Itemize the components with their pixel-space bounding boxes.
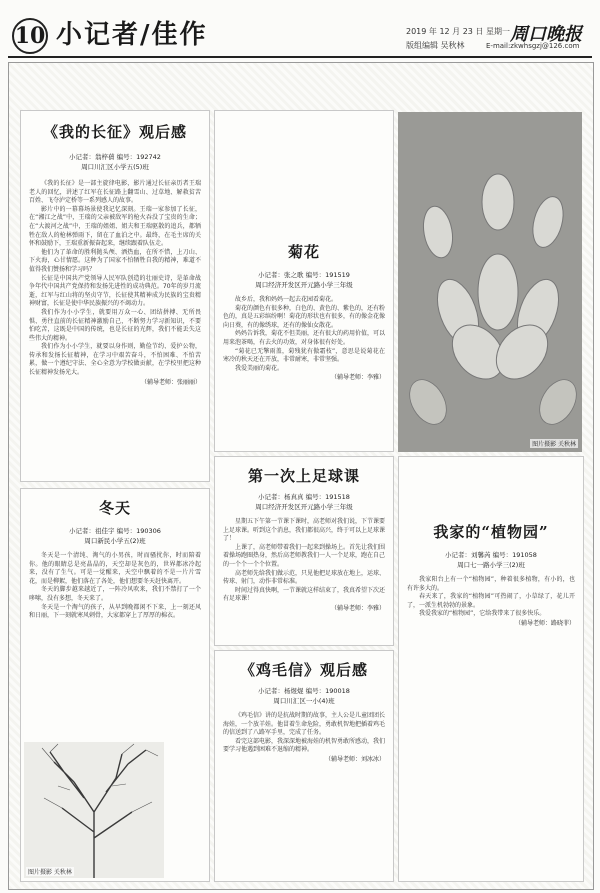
article-title: 菊花 xyxy=(287,243,320,261)
paragraph: 我们作为小小学生，就要用万众一心、团结拼搏、无所畏惧、勇往直前的长征精神激励自己，不断努力学习新知识，不要怕吃苦，这既是中国的传统，也是长征的光辉，我们不能丢失这些伟大的精神。 xyxy=(29,308,201,342)
article-tutor: （辅导老师：路晓菲） xyxy=(514,619,575,627)
paragraph: 他们为了革命的胜利抛头颅、洒热血，在所不惜，上刀山、下火海，心甘情愿。这种为了国家不怕牺牲自我的精神，难道不值得我们赞扬和学习吗？ xyxy=(29,248,201,273)
article-tutor: （辅导老师：李雅） xyxy=(330,374,385,382)
editor-line: 版组编辑 吴秋林 xyxy=(406,41,465,50)
paragraph: 菊花的颜色有很多种，白色的、黄色的、紫色的，还有粉色的，真是五彩缤纷啊！菊花的形状也有很多，有的像金花像向日葵，有的像绣球，还有的像仙女散花。 xyxy=(223,304,386,329)
paragraph: 上课了，高老师带着我们一起来到操场上。首先让我们围着操场跑圈热身，然后高老师教我们一人一个足球，跑在自己的一个个一个个位置。 xyxy=(223,543,386,568)
article-school: 周口川汇区一小(4)班 xyxy=(273,697,335,705)
article-tutor: （辅导老师：李雅） xyxy=(330,604,385,612)
article-author: 小记者：翁梓蒨 编号：192742 xyxy=(69,153,161,161)
paragraph: 星期五下午第一节课下课时，高老师对我们说，下节课要上足球课。听到这个消息，我们都很高兴，终于可以上足球课了！ xyxy=(223,518,386,543)
paragraph: 影片中的一幕幕场景使我记忆深刻。王瑞一家参加了长征，在“湘江之战”中，王瑞的父亲被敌军的枪火吞没了宝贵的生命；在“大渡河之战”中，王瑞的姐姐、姐夫和王瑞驱散的追兵，都牺牲在敌人的枪林弹雨下，留在了血泊之中。最终，在毛主席的关怀和鼓励下，王瑞重新振奋起来，继续跟着队伍走。 xyxy=(29,205,201,248)
article-author: 小记者：张之歌 编号：191519 xyxy=(258,271,350,279)
article-changzheng xyxy=(20,110,210,482)
article-author: 小记者：杨煜焜 编号：190018 xyxy=(258,687,350,695)
paragraph: 《鸡毛信》讲的是抗战时期的故事，主人公是儿童团团长海娃，一个放羊娃。他冒着生命危险，勇敢机智地把插着鸡毛的信送到了八路军手里，完成了任务。 xyxy=(223,712,386,737)
paragraph: 时间过得真快啊，一节课就这样结束了，我真希望下次还有足球课！ xyxy=(223,586,386,603)
tree-illustration xyxy=(24,742,164,878)
article-tutor: （辅导老师：刘冰冰） xyxy=(324,755,385,763)
article-school: 周口新民小学五(2)班 xyxy=(84,537,146,545)
succulent-photo xyxy=(398,112,582,452)
paragraph: 看完这部电影，我深深地被海娃的机智勇敢所感动，我们要学习他遇到困难不退缩的精神。 xyxy=(223,737,386,754)
contact-email: E-mail:zkwhsgzj@126.com xyxy=(486,42,580,50)
article-title: 《鸡毛信》观后感 xyxy=(239,661,368,679)
article-title: 第一次上足球课 xyxy=(247,467,360,485)
paragraph: 故乡后，我和妈妈一起去花园看菊花。 xyxy=(235,296,338,303)
article-school: 周口七一路小学三(2)班 xyxy=(457,561,525,569)
newspaper-logo: 周口晚报 xyxy=(510,24,582,45)
photo-caption: 图片摄影 关秋林 xyxy=(532,441,576,448)
paragraph: “菊花已无擎雨盖，菊残犹有傲霜枝”，意思是说菊花在寒冷的秋天还在开放，非常耐寒，非常坚强。 xyxy=(223,347,385,364)
header-rule xyxy=(8,56,592,58)
article-title: 《我的长征》观后感 xyxy=(42,123,187,141)
winter-tree-photo xyxy=(24,742,164,878)
article-school: 周口经济开发区开元路小学三年级 xyxy=(255,281,353,289)
paragraph: 春天来了，我家的“植物园”可热闹了，小草绿了，花儿开了，一派生机勃勃的景象。 xyxy=(407,593,575,609)
paragraph: 我家阳台上有一个“植物园”，种着很多植物，有小的，也有许多大的。 xyxy=(407,576,575,592)
paragraph: 冬天是一个清纯、淘气的小男孩，时而骚扰你，时而陪着你。他的眼睛总是亮晶晶的，天空却是灰色的，世界都冰冷起来，没有了生气。可是一觉醒来，天空中飘着的不是一片片雪花，而是柳絮，他们落在了各处，他们想要冬天赶快离开。 xyxy=(29,552,201,585)
paragraph: 《我的长征》是一部主旋律电影，影片通过长征亲历者王瑞老人的回忆，讲述了红军在长征路上翻雪山、过草地、解救贫苦百姓、飞夺泸定桥等一系列感人的故事。 xyxy=(29,180,201,205)
article-plant-garden xyxy=(398,456,584,882)
paragraph: 冬天是一个淘气的孩子，从早到晚都闲不下来，上一刻还风和日丽，下一刻就寒风刺骨，大家都穿上了厚厚的棉衣。 xyxy=(29,603,201,620)
article-chrysanthemum xyxy=(214,110,394,452)
photo-caption: 图片摄影 关秋林 xyxy=(28,869,72,876)
paragraph: 长征是中国共产党领导人民军队创造的壮丽史诗，是革命战争年代中国共产党保持和发扬先进性的成功典范。70年的岁月流逝，红军与红山将的坚贞守节，长征使其精神成为民族的宝贵精神财富，长征是使中华民族振兴的不竭动力。 xyxy=(29,274,201,308)
article-title: 冬天 xyxy=(98,499,131,517)
paragraph: 我爱我家的“植物园”，它给我带来了很多快乐。 xyxy=(419,610,546,618)
issue-date: 2019 年 12 月 23 日 星期一 xyxy=(406,27,510,36)
article-school: 周口经济开发区开元路小学三年级 xyxy=(255,503,353,511)
article-title: 我家的“植物园” xyxy=(433,523,549,541)
succulent-illustration xyxy=(398,112,582,452)
article-jimaoxin xyxy=(214,650,394,882)
article-author: 小记者：刘馨芮 编号：191058 xyxy=(445,551,537,559)
paragraph: 妈妈告诉我，菊花不但美丽，还有很大的药用价值，可以用来泡茶喝，有去火的功效，对身体很有好处。 xyxy=(223,330,386,346)
article-tutor: （辅导老师：张丽丽） xyxy=(140,378,201,386)
paragraph: 我们作为小小学生，就要以身作则，勤俭节约、爱护公物，传承和发扬长征精神，在学习中艰苦奋斗，不怕困难、不怕苦累，做一个遵纪守法、全心全意为学校做贡献，在学校里把这种长征精神发扬光大。 xyxy=(29,343,201,377)
article-author: 小记者：杨真真 编号：191518 xyxy=(258,493,350,501)
page-number: 10 xyxy=(12,18,48,54)
article-school: 周口川汇区小学五(5)班 xyxy=(81,163,149,171)
article-author: 小记者：祖佳宇 编号：190306 xyxy=(69,527,161,535)
paragraph: 冬天的脚步越来越近了，一阵冷风吹来，我们不禁打了一个哆嗦，没有多想，冬天来了。 xyxy=(29,586,201,602)
paragraph: 我爱美丽的菊花。 xyxy=(235,364,284,372)
section-title: 小记者/佳作 xyxy=(56,20,208,50)
article-football xyxy=(214,456,394,646)
paragraph: 高老师先给我们做示范，只见他把足球放在地上，运球、传球、射门，动作非常标准。 xyxy=(223,569,386,586)
